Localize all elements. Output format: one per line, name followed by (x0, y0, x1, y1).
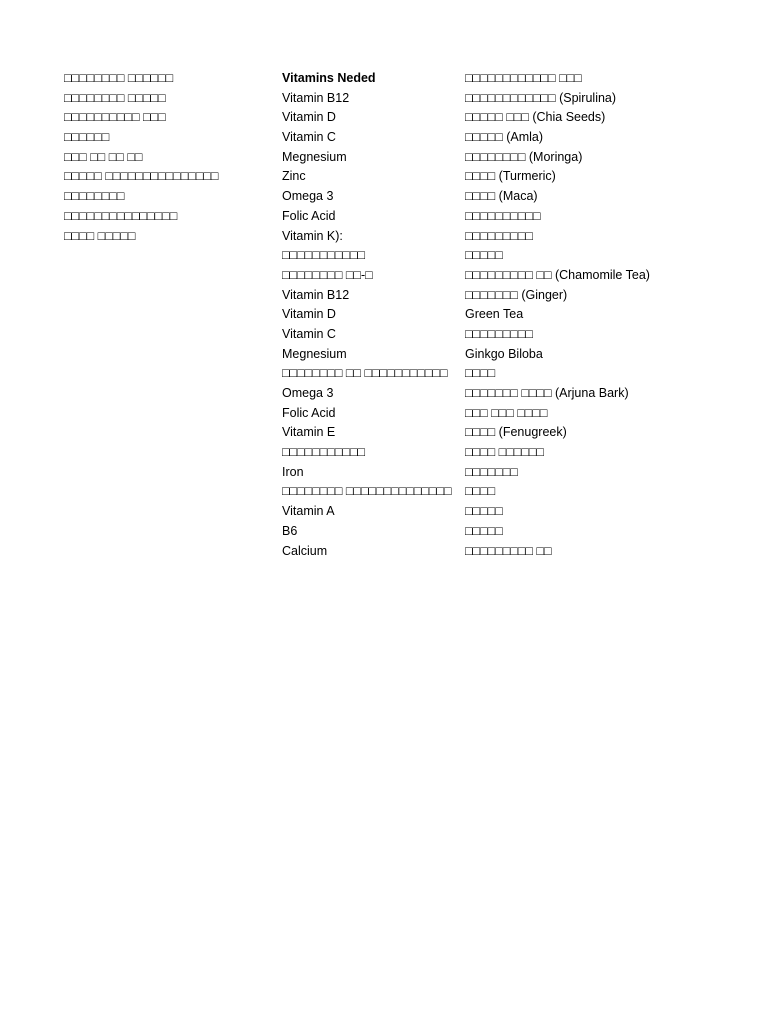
list-item: □□□□ □□□□□ (64, 228, 136, 243)
list-item: □□□ □□ □□ □□ (64, 149, 143, 164)
list-item: □□□□□□□□ (64, 189, 125, 204)
list-item: Ginkgo Biloba (465, 346, 543, 361)
list-item: □□□□□□□ □□□□ (Arjuna Bark) (465, 386, 629, 400)
list-item: Megnesium (282, 346, 347, 361)
list-item: □□□□□□□ (Ginger) (465, 287, 568, 302)
list-item: Iron (282, 464, 304, 479)
column-herbal-sources (465, 69, 755, 561)
list-item: □□□□□□□□ □□□□□ (64, 90, 166, 105)
list-item: □□□□□□□□ □□□□□□ (64, 71, 174, 85)
list-item: Vitamin C (282, 326, 336, 341)
list-item: □□□□□□□□ □□□□□□□□□□□□□□ (282, 484, 452, 499)
list-item: □□□□ (Maca) (465, 189, 538, 204)
list-item: □□□□□□□□□□□ (282, 445, 366, 460)
list-item: □□□□□□□□□□□□□□□ (64, 208, 178, 223)
list-item: Calcium (282, 543, 328, 558)
list-item: □□□□□ (Amla) (465, 130, 544, 145)
list-item: Vitamin A (282, 504, 335, 519)
column-header: □□□□□□□□□□□□ □□□ (465, 71, 582, 85)
list-item: □□□□□ (465, 248, 503, 263)
list-item: □□□□□ □□□□□□□□□□□□□□□ (64, 169, 219, 184)
list-item: Zinc (282, 169, 306, 184)
list-item: □□□□□□□□□□ □□□ (64, 110, 166, 125)
list-item: B6 (282, 523, 298, 538)
list-item: □□□□□□□□□□ (465, 208, 541, 223)
column-header: Vitamins Neded (282, 71, 376, 85)
list-item: Vitamin E (282, 425, 336, 440)
list-item: Omega 3 (282, 386, 334, 400)
list-item: □□□□□□□□□□□ (282, 248, 366, 263)
list-item: Folic Acid (282, 405, 336, 420)
list-item: Vitamin C (282, 130, 336, 145)
list-item: Green Tea (465, 307, 524, 322)
list-item: Vitamin K): (282, 228, 343, 243)
list-item: Vitamin B12 (282, 287, 350, 302)
list-item: Vitamin D (282, 307, 336, 322)
list-item: □□□□□ (465, 504, 503, 519)
list-item: □□□□□□□□□ □□ (465, 543, 552, 558)
list-item: □□□□□□□□ □□ □□□□□□□□□□□ (282, 366, 448, 381)
list-item: □□□□□□ (64, 130, 110, 145)
list-item: □□□□□□□□□ □□ (Chamomile Tea) (465, 267, 650, 282)
list-item: □□□□ (Fenugreek) (465, 425, 567, 440)
column-ayurvedic-terms (64, 69, 269, 246)
list-item: □□□□ □□□□□□ (465, 445, 544, 460)
list-item: □□□□□□□□ □□-□ (282, 267, 373, 282)
list-item: □□□□ (465, 484, 496, 499)
list-item: Omega 3 (282, 189, 334, 204)
column-vitamins-needed (282, 69, 460, 561)
list-item: □□□□ (Turmeric) (465, 169, 556, 184)
list-item: Megnesium (282, 149, 347, 164)
list-item: □□□□□□□□□ (465, 228, 533, 243)
list-item: Vitamin D (282, 110, 336, 125)
list-item: Vitamin B12 (282, 90, 350, 105)
list-item: Folic Acid (282, 208, 336, 223)
list-item: □□□□□ (465, 523, 503, 538)
list-item: □□□□□□□□□□□□ (Spirulina) (465, 90, 617, 105)
list-item: □□□□□□□□ (Moringa) (465, 149, 583, 164)
list-item: □□□□□□□□□ (465, 326, 533, 341)
list-item: □□□ □□□ □□□□ (465, 405, 548, 420)
list-item: □□□□ (465, 366, 496, 381)
list-item: □□□□□□□ (465, 464, 518, 479)
list-item: □□□□□ □□□ (Chia Seeds) (465, 110, 606, 125)
